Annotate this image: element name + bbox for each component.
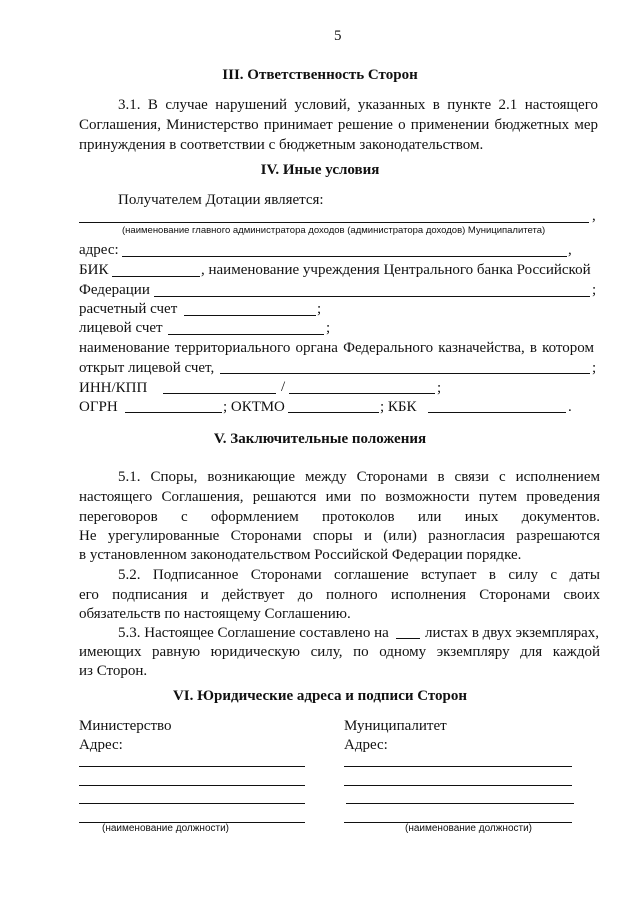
address-line[interactable] bbox=[122, 256, 567, 257]
ogrn-line[interactable] bbox=[125, 412, 222, 413]
personal-account-label: лицевой счет bbox=[79, 320, 163, 336]
section-5-heading: V. Заключительные положения bbox=[213, 431, 427, 447]
right-position-caption: (наименование должности) bbox=[405, 823, 533, 834]
oktmo-label: ; ОКТМО bbox=[223, 399, 285, 415]
right-party-label: Муниципалитет bbox=[344, 718, 447, 734]
kbk-label: ; КБК bbox=[380, 399, 417, 415]
personal-account-line[interactable] bbox=[168, 334, 324, 335]
treasury-name-line[interactable] bbox=[220, 373, 590, 374]
section-5-p3-line3: из Сторон. bbox=[79, 663, 148, 679]
section-3-heading: III. Ответственность Сторон bbox=[222, 67, 418, 83]
recipient-name-line[interactable] bbox=[79, 222, 589, 223]
section-5-p1-line2: настоящего Соглашения, решаются ими по возможности путем проведения bbox=[79, 489, 600, 505]
account-label: расчетный счет bbox=[79, 301, 178, 317]
section-4-heading: IV. Иные условия bbox=[260, 162, 380, 178]
section-5-p3-line2: имеющих равную юридическую силу, по одному экземпляру для каждой bbox=[79, 644, 600, 660]
kbk-period: . bbox=[568, 399, 572, 415]
left-address-line-2[interactable] bbox=[79, 785, 305, 786]
address-comma: , bbox=[568, 242, 572, 258]
section-5-p1-line5: в установленном законодательством Российской Федерации порядке. bbox=[79, 547, 522, 563]
section-5-p1-line4: Не урегулированные Сторонами споры и (или) разногласия разрешаются bbox=[79, 528, 600, 544]
section-5-p2-line1: 5.2. Подписанное Сторонами соглашение вступает в силу с даты bbox=[118, 567, 600, 583]
inn-kpp-semicolon: ; bbox=[437, 380, 442, 396]
section-6-heading: VI. Юридические адреса и подписи Сторон bbox=[172, 688, 468, 704]
section-5-p3-line1-start: 5.3. Настоящее Соглашение составлено на bbox=[118, 625, 389, 641]
recipient-caption: (наименование главного администратора доходов (администратора доходов) Муниципалитета) bbox=[122, 225, 546, 236]
bank-name-line[interactable] bbox=[154, 296, 590, 297]
left-position-caption: (наименование должности) bbox=[102, 823, 230, 834]
section-3-p1-line2: Соглашения, Министерство принимает решение о применении бюджетных мер bbox=[79, 117, 598, 133]
section-5-p2-line3: обязательств по настоящему Соглашению. bbox=[79, 606, 351, 622]
left-address-label: Адрес: bbox=[79, 737, 123, 753]
inn-line[interactable] bbox=[163, 393, 276, 394]
recipient-intro: Получателем Дотации является: bbox=[118, 192, 324, 208]
ogrn-label: ОГРН bbox=[79, 399, 118, 415]
federation-semicolon: ; bbox=[592, 282, 597, 298]
account-semicolon: ; bbox=[317, 301, 322, 317]
account-line[interactable] bbox=[184, 315, 316, 316]
section-5-p3-line1-end: листах в двух экземплярах, bbox=[425, 625, 600, 641]
personal-account-semicolon: ; bbox=[326, 320, 331, 336]
inn-kpp-label: ИНН/КПП bbox=[79, 380, 148, 396]
section-5-p1-line3: переговоров с оформлением протоколов или иных документов. bbox=[79, 509, 600, 525]
left-address-line-3[interactable] bbox=[79, 803, 305, 804]
section-5-p2-line2: его подписания и действует до полного исполнения Сторонами своих bbox=[79, 587, 600, 603]
kpp-line[interactable] bbox=[289, 393, 435, 394]
right-address-line-1[interactable] bbox=[344, 766, 572, 767]
federation-label: Федерации bbox=[79, 282, 150, 298]
section-3-p1-line1: 3.1. В случае нарушений условий, указанных в пункте 2.1 настоящего bbox=[118, 97, 598, 113]
kbk-line[interactable] bbox=[428, 412, 566, 413]
inn-kpp-slash: / bbox=[281, 379, 286, 395]
page-number: 5 bbox=[334, 28, 342, 44]
treasury-line1: наименование территориального органа Федерального казначейства, в котором bbox=[79, 340, 594, 356]
right-address-label: Адрес: bbox=[344, 737, 388, 753]
sheet-count-line[interactable] bbox=[396, 638, 420, 639]
right-address-line-2[interactable] bbox=[344, 785, 572, 786]
bank-label: , наименование учреждения Центрального банка Российской bbox=[201, 262, 591, 278]
recipient-comma: , bbox=[592, 208, 596, 224]
section-5-p1-line1: 5.1. Споры, возникающие между Сторонами в связи с исполнением bbox=[118, 469, 600, 485]
address-label: адрес: bbox=[79, 242, 119, 258]
treasury-semicolon: ; bbox=[592, 360, 597, 376]
section-3-p1-line3: принуждения в соответствии с бюджетным законодательством. bbox=[79, 137, 484, 153]
left-party-label: Министерство bbox=[79, 718, 172, 734]
right-address-line-3[interactable] bbox=[346, 803, 574, 804]
left-address-line-1[interactable] bbox=[79, 766, 305, 767]
treasury-line2: открыт лицевой счет, bbox=[79, 360, 215, 376]
bik-label: БИК bbox=[79, 262, 109, 278]
oktmo-line[interactable] bbox=[288, 412, 379, 413]
bik-line[interactable] bbox=[112, 276, 200, 277]
